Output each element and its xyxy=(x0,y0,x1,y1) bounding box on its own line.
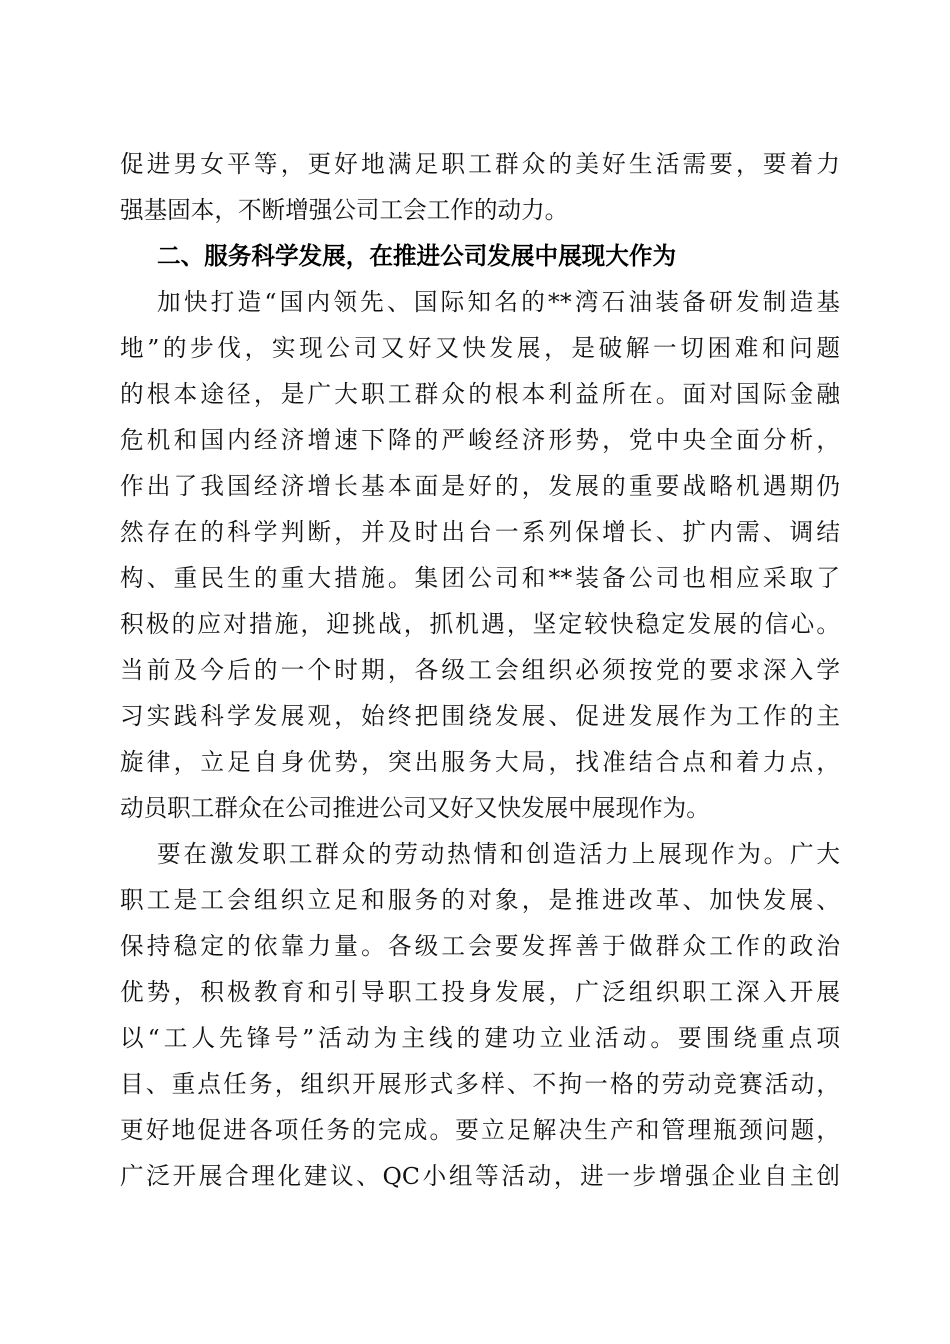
paragraph-1-line-1: 加快打造“国内领先、国际知名的**湾石油装备研发制造基 xyxy=(157,288,840,316)
paragraph-1-line-8: 积极的应对措施，迎挑战，抓机遇，坚定较快稳定发展的信心。 xyxy=(120,610,840,638)
paragraph-1-line-5: 作出了我国经济增长基本面是好的，发展的重要战略机遇期仍 xyxy=(120,472,840,500)
paragraph-2-line-7: 更好地促进各项任务的完成。要立足解决生产和管理瓶颈问题， xyxy=(120,1116,840,1144)
continuation-line-2: 强基固本，不断增强公司工会工作的动力。 xyxy=(120,196,569,224)
paragraph-2-line-8: 广泛开展合理化建议、QC小组等活动，进一步增强企业自主创 xyxy=(120,1162,840,1190)
paragraph-1-line-12: 动员职工群众在公司推进公司又好又快发展中展现作为。 xyxy=(120,794,710,822)
paragraph-2-line-6: 目、重点任务，组织开展形式多样、不拘一格的劳动竞赛活动， xyxy=(120,1070,840,1098)
paragraph-1-line-10: 习实践科学发展观，始终把围绕发展、促进发展作为工作的主 xyxy=(120,702,840,730)
paragraph-1-line-9: 当前及今后的一个时期，各级工会组织必须按党的要求深入学 xyxy=(120,656,840,684)
paragraph-2-line-2: 职工是工会组织立足和服务的对象，是推进改革、加快发展、 xyxy=(120,886,840,914)
paragraph-1-line-4: 危机和国内经济增速下降的严峻经济形势，党中央全面分析， xyxy=(120,426,840,454)
continuation-line-1: 促进男女平等，更好地满足职工群众的美好生活需要，要着力 xyxy=(120,150,840,178)
paragraph-1-line-2: 地”的步伐，实现公司又好又快发展，是破解一切困难和问题 xyxy=(120,334,840,362)
paragraph-2-line-1: 要在激发职工群众的劳动热情和创造活力上展现作为。广大 xyxy=(157,840,840,868)
paragraph-1-line-6: 然存在的科学判断，并及时出台一系列保增长、扩内需、调结 xyxy=(120,518,840,546)
paragraph-2-line-4: 优势，积极教育和引导职工投身发展，广泛组织职工深入开展 xyxy=(120,978,840,1006)
paragraph-2-line-3: 保持稳定的依靠力量。各级工会要发挥善于做群众工作的政治 xyxy=(120,932,840,960)
section-heading: 二、服务科学发展，在推进公司发展中展现大作为 xyxy=(157,242,677,270)
paragraph-1-line-7: 构、重民生的重大措施。集团公司和**装备公司也相应采取了 xyxy=(120,564,840,592)
paragraph-1-line-11: 旋律，立足自身优势，突出服务大局，找准结合点和着力点， xyxy=(120,748,840,776)
paragraph-1-line-3: 的根本途径，是广大职工群众的根本利益所在。面对国际金融 xyxy=(120,380,840,408)
paragraph-2-line-5: 以“工人先锋号”活动为主线的建功立业活动。要围绕重点项 xyxy=(120,1024,840,1052)
